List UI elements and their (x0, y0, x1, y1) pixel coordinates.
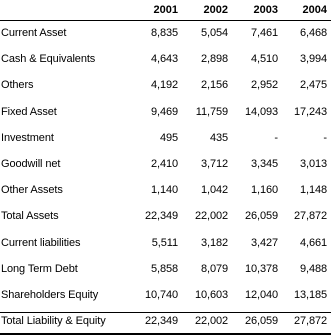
cell-value: 1,140 (150, 184, 178, 197)
header-year-2004: 2004 (282, 0, 331, 20)
cell-value: 2,410 (150, 158, 178, 171)
cell-value: 12,040 (244, 288, 278, 301)
cell-value: 3,427 (250, 236, 278, 249)
cell-value: 435 (209, 131, 228, 144)
row-label: Fixed Asset (1, 105, 57, 118)
cell-value: 1,160 (250, 184, 278, 197)
cell-value: 5,511 (151, 236, 178, 249)
cell-value: 5,054 (200, 27, 228, 40)
table-row (0, 177, 331, 203)
cell-value: 17,243 (293, 105, 327, 118)
cell-value: 22,002 (194, 210, 228, 223)
cell-value: 3,013 (299, 158, 327, 171)
cell-value: 2,952 (250, 79, 278, 92)
cell-value: 3,182 (200, 236, 228, 249)
row-label: Long Term Debt (1, 262, 78, 275)
header-row (0, 0, 331, 20)
table-row (0, 282, 331, 308)
row-label: Total Liability & Equity (0, 308, 136, 334)
cell-value: 10,740 (144, 288, 178, 301)
cell-value: 27,872 (282, 308, 331, 334)
header-year-2003: 2003 (232, 0, 282, 20)
cell-value: 14,093 (244, 105, 278, 118)
cell-value: 10,603 (194, 288, 228, 301)
cell-value: 1,148 (299, 184, 327, 197)
cell-value: 6,468 (299, 27, 327, 40)
cell-value: 2,898 (200, 53, 228, 66)
row-label: Other Assets (1, 184, 63, 197)
cell-value: 27,872 (293, 210, 327, 223)
cell-value: 495 (159, 131, 178, 144)
table-row (0, 46, 331, 72)
cell-value: 11,759 (195, 105, 228, 118)
cell-value: 22,349 (144, 210, 178, 223)
header-year-2002: 2002 (182, 0, 232, 20)
cell-value: 22,349 (136, 308, 182, 334)
table-row (0, 125, 331, 151)
cell-value: 3,712 (200, 158, 228, 171)
cell-value: 2,156 (200, 79, 228, 92)
cell-value: 26,059 (244, 210, 278, 223)
header-label-cell (0, 0, 136, 20)
row-label: Current Asset (1, 27, 67, 40)
table-row (0, 203, 331, 229)
cell-value: 4,192 (150, 79, 178, 92)
cell-value: 22,002 (182, 308, 232, 334)
cell-value: 1,042 (200, 184, 228, 197)
cell-value: 5,858 (150, 262, 178, 275)
row-label: Current liabilities (1, 236, 81, 249)
bottom-rule-divider (0, 312, 331, 313)
table-row (0, 99, 331, 125)
cell-value: 8,835 (150, 27, 178, 40)
row-label: Goodwill net (1, 158, 61, 171)
table-row (0, 230, 331, 256)
cell-value: 3,345 (250, 158, 278, 171)
cell-value: - (323, 131, 327, 144)
cell-value: 13,185 (293, 288, 327, 301)
cell-value: 8,079 (200, 262, 228, 275)
cell-value: 10,378 (244, 262, 278, 275)
cell-value: 4,661 (299, 236, 327, 249)
table-row (0, 72, 331, 98)
table-row (0, 151, 331, 177)
cell-value: - (274, 131, 278, 144)
cell-value: 3,994 (299, 53, 327, 66)
cell-value: 4,643 (150, 53, 178, 66)
row-label: Shareholders Equity (1, 288, 99, 301)
cell-value: 26,059 (232, 308, 282, 334)
row-label: Investment (1, 131, 54, 144)
table-row (0, 20, 331, 46)
row-label: Total Assets (1, 210, 59, 223)
cell-value: 9,469 (150, 105, 178, 118)
cell-value: 9,488 (299, 262, 327, 275)
cell-value: 7,461 (250, 27, 278, 40)
row-label: Others (1, 79, 34, 92)
header-year-2001: 2001 (136, 0, 182, 20)
row-label: Cash & Equivalents (1, 53, 96, 66)
table-row (0, 256, 331, 282)
cell-value: 2,475 (299, 79, 327, 92)
cell-value: 4,510 (250, 53, 278, 66)
